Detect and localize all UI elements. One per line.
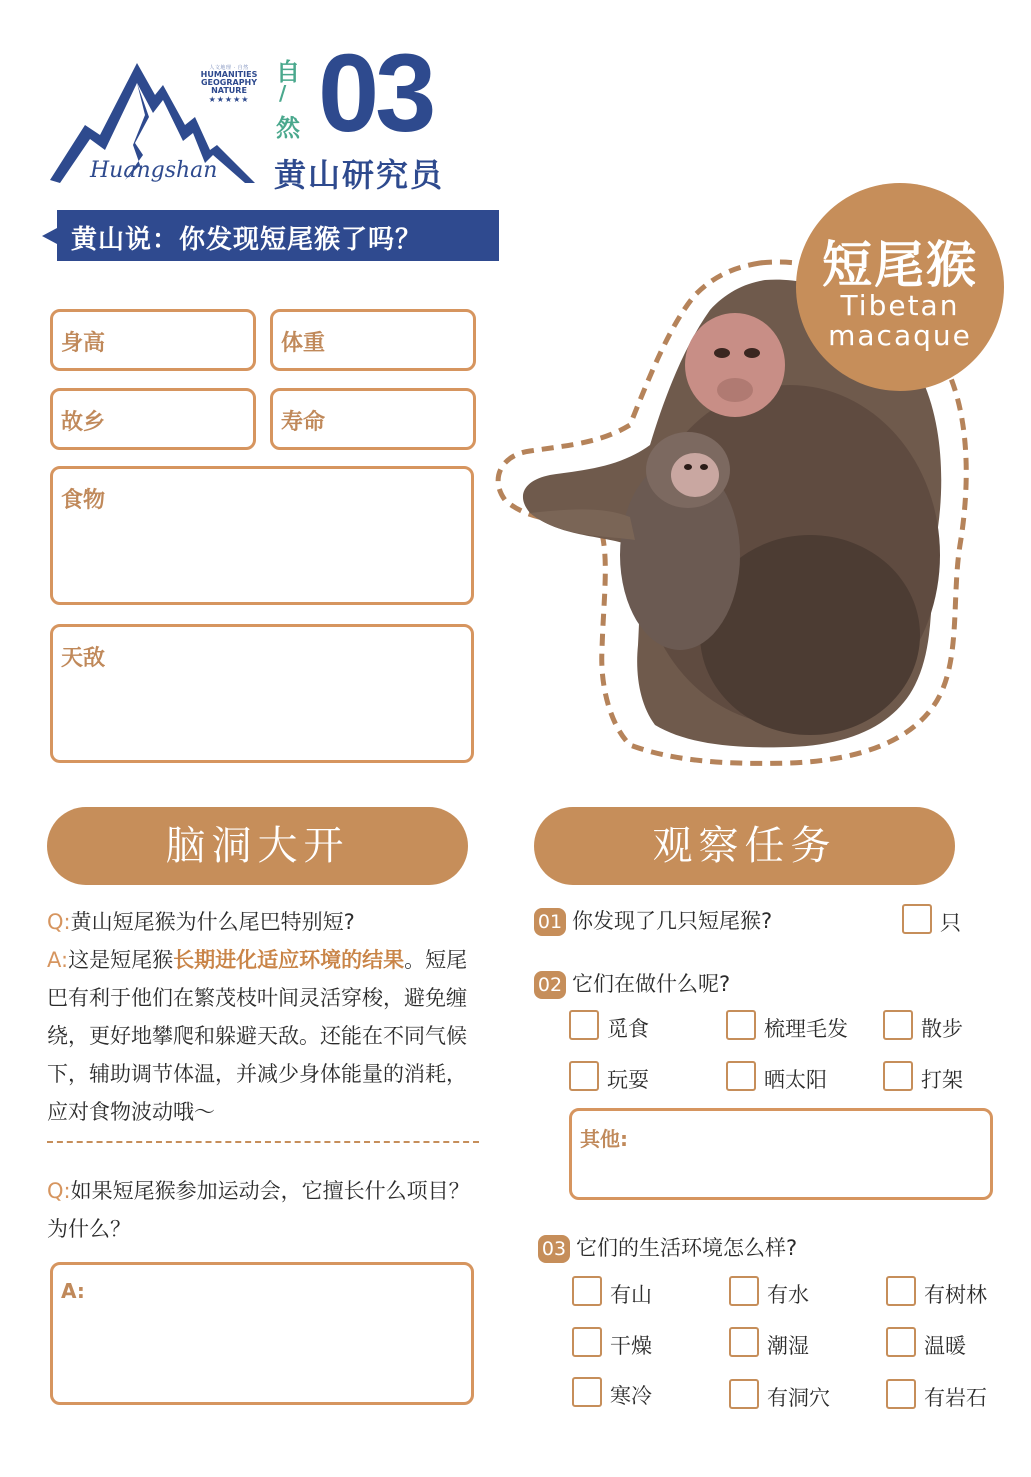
option-humid: 潮湿 xyxy=(767,1334,809,1358)
checkbox-playing[interactable] xyxy=(569,1061,599,1091)
brainstorm-header: 脑洞大开 xyxy=(47,807,468,885)
task-1-number: 01 xyxy=(534,908,566,936)
height-label: 身高 xyxy=(61,331,106,356)
option-walking: 散步 xyxy=(921,1017,963,1041)
checkbox-humid[interactable] xyxy=(729,1327,759,1357)
option-rocks: 有岩石 xyxy=(924,1386,987,1410)
series-title: 黄山研究员 xyxy=(274,156,445,194)
hometown-field[interactable] xyxy=(50,388,256,450)
a1-lead: 这是短尾猴 xyxy=(68,948,174,972)
qa-block-2 xyxy=(47,1172,477,1248)
answer-field[interactable] xyxy=(50,1262,474,1405)
checkbox-fighting[interactable] xyxy=(883,1061,913,1091)
enemy-label: 天敌 xyxy=(61,646,106,671)
title-banner: 黄山说：你发现短尾猴了吗？ xyxy=(57,210,499,261)
option-water: 有水 xyxy=(767,1283,809,1307)
logo-badge-line1: HUMANITIES xyxy=(200,70,258,79)
task-2-question: 它们在做什么呢? xyxy=(572,972,731,996)
logo-badge-stars: ★★★★★ xyxy=(208,95,250,104)
category-separator: / xyxy=(279,81,287,105)
option-playing: 玩耍 xyxy=(607,1068,649,1092)
species-name-cn: 短尾猴 xyxy=(822,236,978,294)
option-grooming: 梳理毛发 xyxy=(764,1017,848,1041)
option-forest: 有树林 xyxy=(924,1283,987,1307)
checkbox-water[interactable] xyxy=(729,1276,759,1306)
dashed-divider xyxy=(47,1141,479,1143)
logo-badge-line3: NATURE xyxy=(211,86,247,95)
species-badge xyxy=(796,183,1004,391)
checkbox-cold[interactable] xyxy=(572,1377,602,1407)
option-cave: 有洞穴 xyxy=(767,1386,830,1410)
food-field[interactable] xyxy=(50,466,474,605)
q2-text: 如果短尾猴参加运动会，它擅长什么项目？为什么？ xyxy=(47,1179,470,1241)
checkbox-warm[interactable] xyxy=(886,1327,916,1357)
logo-badge-line2: GEOGRAPHY xyxy=(200,78,258,87)
checkbox-mountain[interactable] xyxy=(572,1276,602,1306)
weight-field[interactable] xyxy=(270,309,476,371)
banner-arrow-icon xyxy=(42,228,57,244)
category-char-1: 自 xyxy=(276,58,300,86)
task-2-number: 02 xyxy=(534,971,566,999)
checkbox-cave[interactable] xyxy=(729,1379,759,1409)
other-label: 其他: xyxy=(580,1127,628,1151)
lifespan-field[interactable] xyxy=(270,388,476,450)
a1-highlight: 长期进化适应环境的结果 xyxy=(173,948,405,972)
option-mountain: 有山 xyxy=(610,1283,652,1307)
task-2 xyxy=(534,968,730,999)
height-field[interactable] xyxy=(50,309,256,371)
checkbox-foraging[interactable] xyxy=(569,1010,599,1040)
option-foraging: 觅食 xyxy=(607,1017,649,1041)
species-name-en-line2: macaque xyxy=(828,319,972,352)
count-unit: 只 xyxy=(940,911,961,935)
checkbox-forest[interactable] xyxy=(886,1276,916,1306)
observation-header: 观察任务 xyxy=(534,807,955,885)
food-label: 食物 xyxy=(61,488,106,513)
logo-badge-small: 人文地理 · 自然 xyxy=(209,65,249,71)
option-cold: 寒冷 xyxy=(610,1384,652,1408)
task-3 xyxy=(538,1232,797,1263)
species-name-en-line1: Tibetan xyxy=(840,289,960,322)
qa-block-1 xyxy=(47,903,477,1131)
checkbox-rocks[interactable] xyxy=(886,1379,916,1409)
q1-prefix: Q: xyxy=(47,910,71,934)
weight-label: 体重 xyxy=(281,331,326,356)
logo-badge xyxy=(196,64,262,122)
issue-number: 03 xyxy=(318,32,433,155)
q1-text: 黄山短尾猴为什么尾巴特别短? xyxy=(70,910,355,934)
option-warm: 温暖 xyxy=(924,1334,966,1358)
other-activity-field[interactable] xyxy=(569,1108,993,1200)
enemy-field[interactable] xyxy=(50,624,474,763)
option-dry: 干燥 xyxy=(610,1334,652,1358)
a1-rest: 。短尾巴有利于他们在繁茂枝叶间灵活穿梭，避免缠绕，更好地攀爬和躲避天敌。还能在不同气候下，辅助调节体温，并减少身体能量的消耗，应对食物波动哦～ xyxy=(47,948,468,1124)
checkbox-walking[interactable] xyxy=(883,1010,913,1040)
option-sunbathing: 晒太阳 xyxy=(764,1068,827,1092)
task-3-number: 03 xyxy=(538,1235,570,1263)
hometown-label: 故乡 xyxy=(61,410,106,435)
checkbox-sunbathing[interactable] xyxy=(726,1061,756,1091)
logo-text: Huangshan xyxy=(90,158,218,183)
task-3-question: 它们的生活环境怎么样? xyxy=(576,1236,798,1260)
task-1 xyxy=(534,905,772,936)
checkbox-grooming[interactable] xyxy=(726,1010,756,1040)
answer-label: A: xyxy=(61,1279,85,1303)
a1-prefix: A: xyxy=(47,948,69,972)
count-checkbox[interactable] xyxy=(902,904,932,934)
q2-prefix: Q: xyxy=(47,1179,71,1203)
lifespan-label: 寿命 xyxy=(281,410,326,435)
checkbox-dry[interactable] xyxy=(572,1327,602,1357)
option-fighting: 打架 xyxy=(921,1068,963,1092)
category-char-2: 然 xyxy=(276,114,300,142)
task-1-question: 你发现了几只短尾猴? xyxy=(572,909,773,933)
